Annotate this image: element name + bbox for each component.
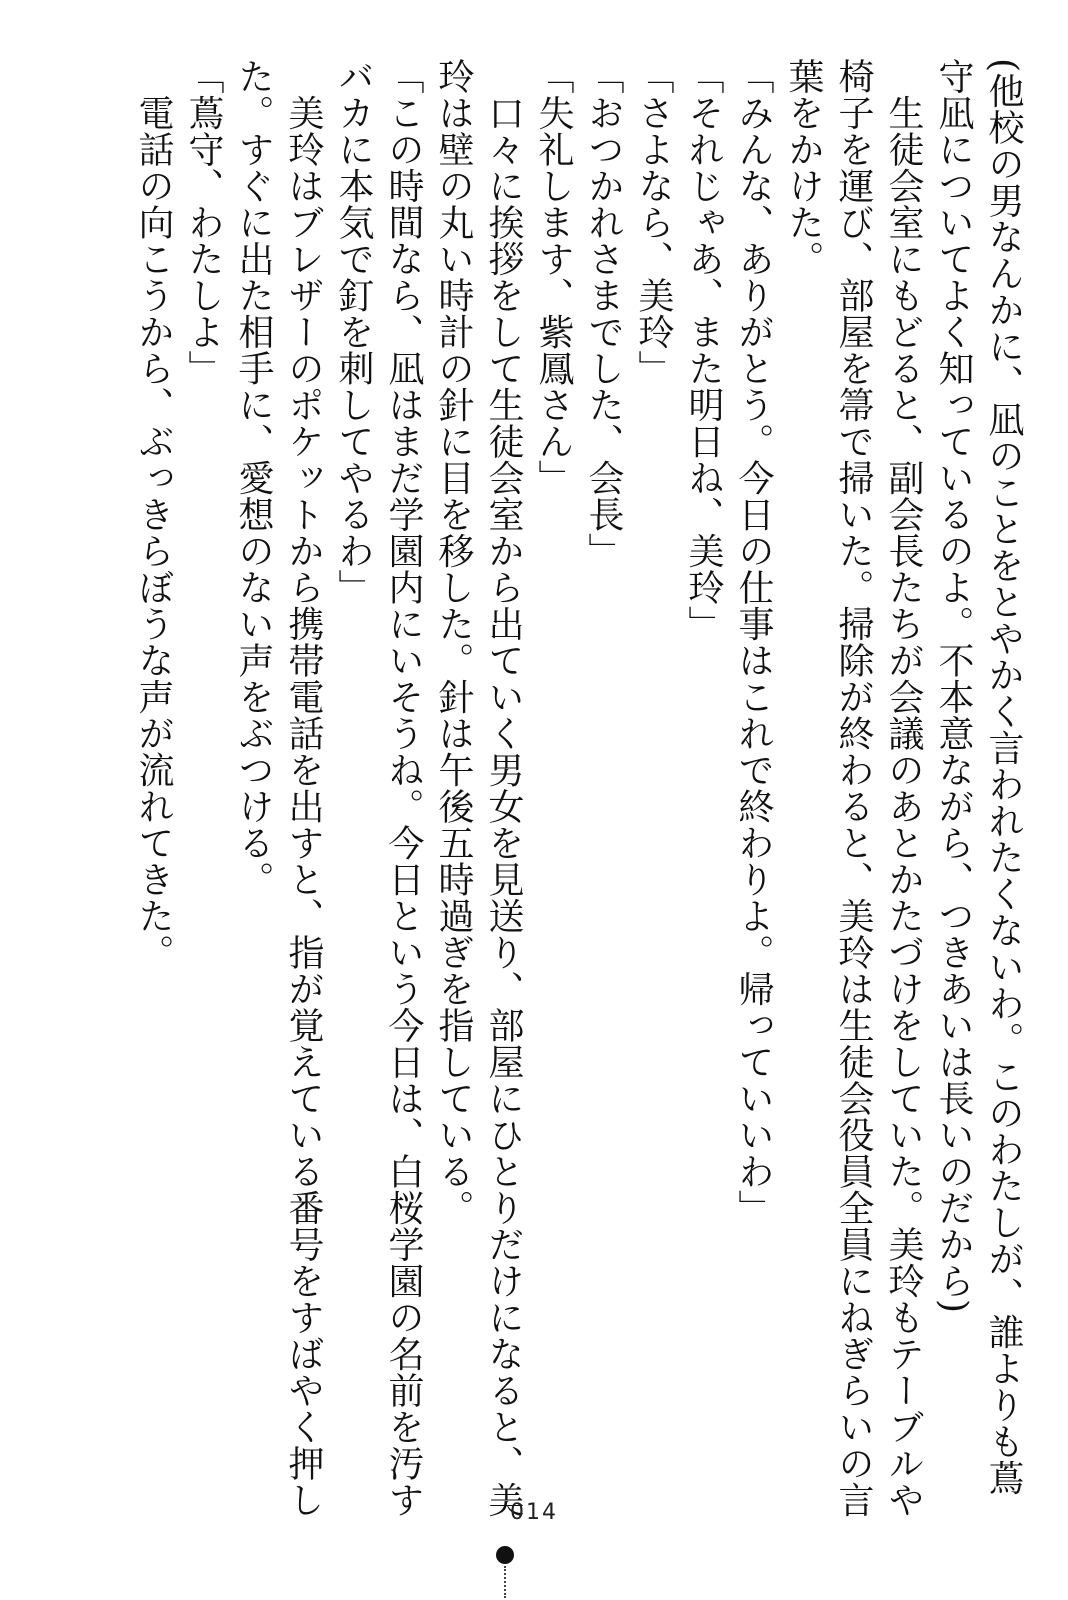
text-line: 椅子を運び、部屋を箒で掃いた。掃除が終わると、美玲は生徒会役員全員にねぎらいの言 [833,58,874,1518]
text-line: 電話の向こうから、ぶっきらぼうな声が流れてきた。 [133,58,174,971]
text-line: 口々に挨拶をして生徒会室から出ていく男女を見送り、部屋にひとりだけになると、美 [483,58,524,1518]
text-line: 葉をかけた。 [783,58,824,277]
text-line: バカに本気で釘を刺してやるわ」 [333,58,374,606]
text-line: 守凪についてよく知っているのよ。不本意ながら、つきあいは長いのだから) [933,58,974,1314]
bullet-dot-icon [496,1546,514,1564]
page-number: 014 [510,1500,558,1525]
text-line: 「みんな、ありがとう。今日の仕事はこれで終わりよ。帰っていいわ」 [733,58,774,1226]
text-line: 「さよなら、美玲」 [633,58,674,387]
text-line: 美玲はブレザーのポケットから携帯電話を出すと、指が覚えている番号をすばやく押し [283,58,324,1518]
text-line: 「それじゃあ、また明日ね、美玲」 [683,58,724,642]
text-line: 生徒会室にもどると、副会長たちが会議のあとかたづけをしていた。美玲もテーブルや [883,58,924,1518]
text-line: た。すぐに出た相手に、愛想のない声をぶつける。 [233,58,274,898]
text-line: 「この時間なら、凪はまだ学園内にいそうね。今日という今日は、白桜学園の名前を汚す [383,58,424,1518]
text-line: (他校の男なんかに、凪のことをとやかく言われたくないわ。このわたしが、誰よりも蔦 [983,58,1024,1497]
text-line: 「失礼します、紫鳳さん」 [533,58,574,496]
text-line: 玲は壁の丸い時計の針に目を移した。針は午後五時過ぎを指している。 [433,58,474,1226]
dotted-line-decoration [504,1566,506,1598]
text-line: 「おつかれさまでした、会長」 [583,58,624,569]
text-line: 「蔦守、わたしよ」 [183,58,224,387]
